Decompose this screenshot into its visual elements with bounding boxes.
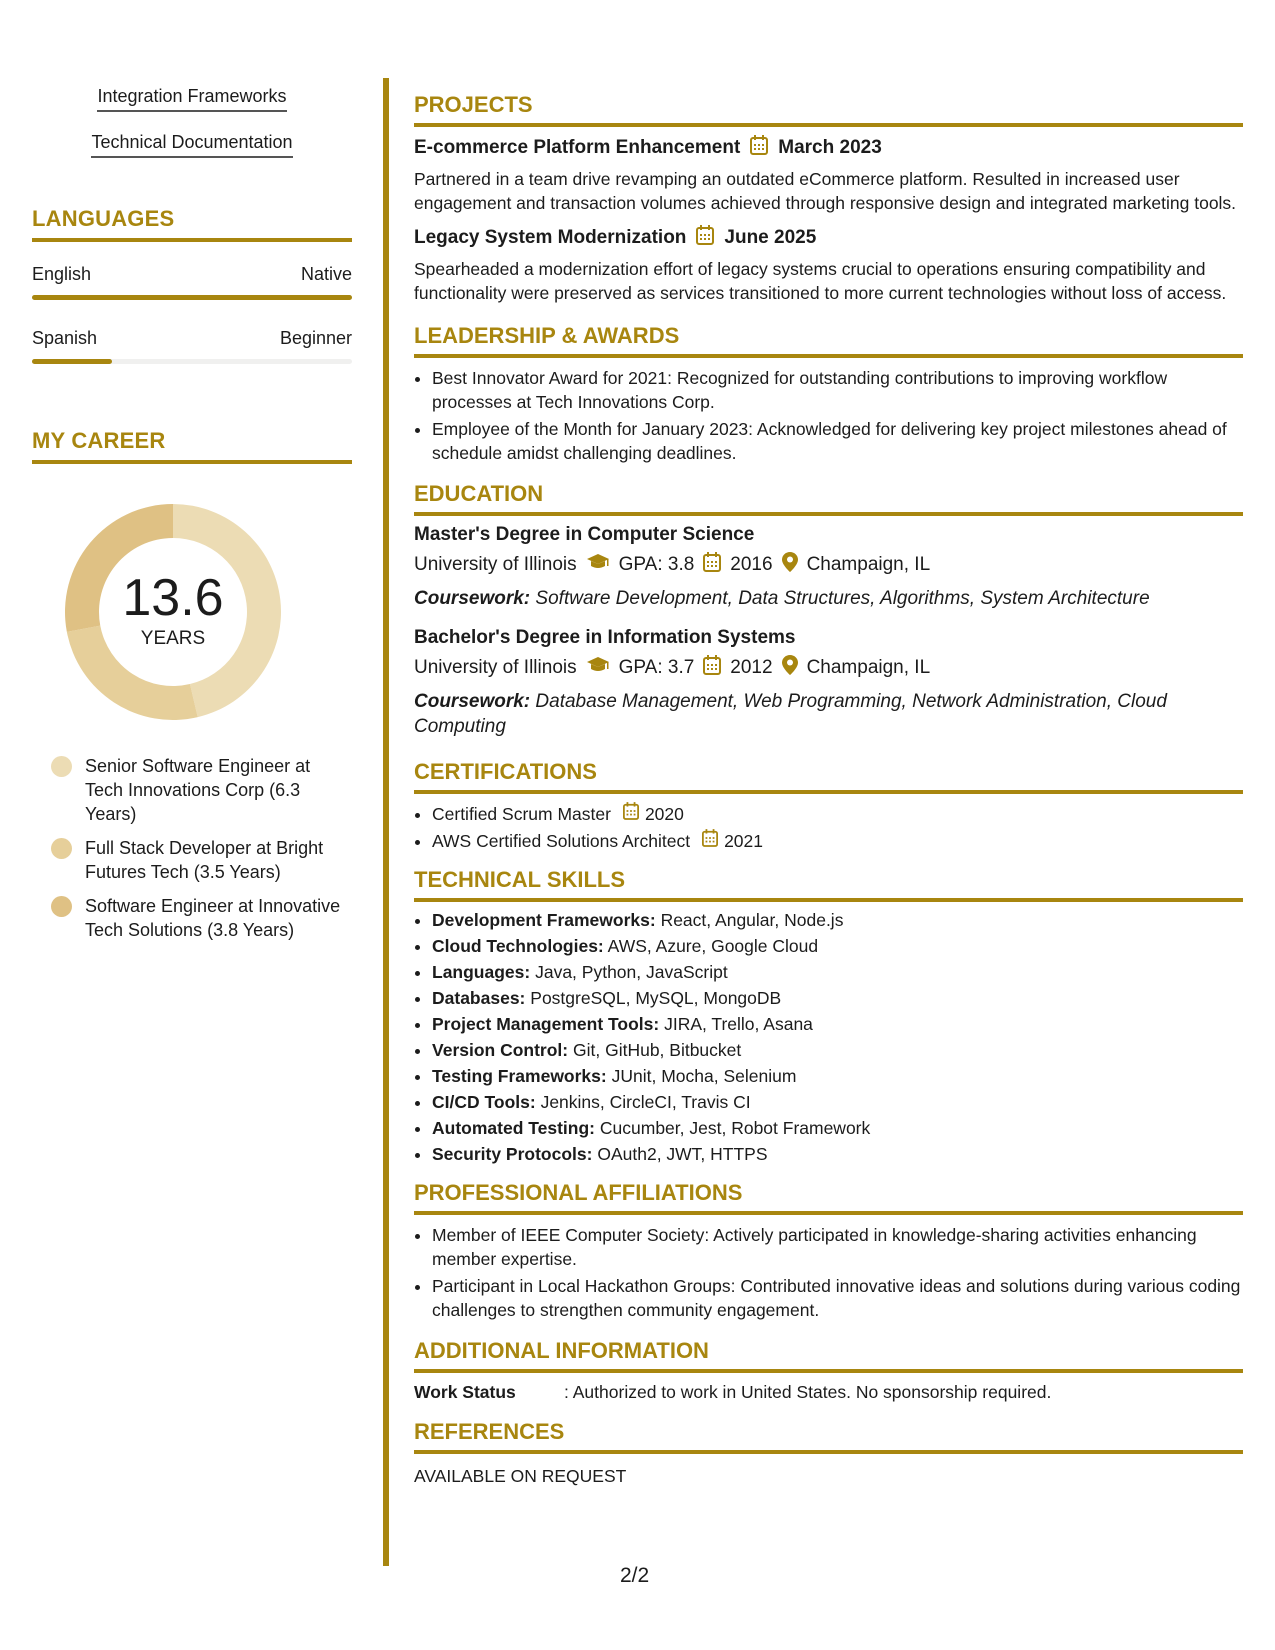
career-title: MY CAREER [32,428,352,464]
project-item [414,135,1243,215]
legend-dot [51,896,72,917]
project-date: June 2025 [724,227,817,248]
graduation-year: 2012 [730,657,773,678]
career-unit: YEARS [140,628,206,649]
skills-section [414,867,1243,1166]
language-name: English [32,264,92,284]
education-section [414,481,1243,739]
right-column [414,92,1243,1488]
languages-section [32,206,352,364]
references-section [414,1419,1243,1488]
skill-item [432,1038,1243,1062]
coursework [414,689,1243,739]
info-row [414,1382,1243,1403]
career-label: Full Stack Developer at Bright Futures Tech (3.5 Years) [85,838,324,882]
skill-category: Automated Testing: [432,1118,596,1138]
skill-item [432,1142,1243,1166]
certifications-section [414,759,1243,853]
affiliation-item: • Member of IEEE Computer Society: Actively participated in knowledge-sharing activities enhancing member expertise. [432,1223,1243,1271]
career-legend-item [51,754,352,826]
education-title: EDUCATION [414,481,1243,516]
gpa: GPA: 3.7 [618,657,695,678]
affiliations-title: PROFESSIONAL AFFILIATIONS [414,1180,1243,1215]
education-item [414,627,1243,739]
coursework-list: Software Development, Data Structures, Algorithms, System Architecture [535,588,1150,609]
info-value: : Authorized to work in United States. No sponsorship required. [564,1382,1052,1402]
graduation-cap-icon [586,656,610,680]
skill-values: JIRA, Trello, Asana [664,1014,813,1034]
calendar-icon [702,829,718,853]
leadership-title: LEADERSHIP & AWARDS [414,323,1243,358]
additional-title: ADDITIONAL INFORMATION [414,1338,1243,1373]
skill-category: Testing Frameworks: [432,1066,607,1086]
certification-name: • AWS Certified Solutions Architect [432,831,691,851]
career-label: Senior Software Engineer at Tech Innovations Corp (6.3 Years) [85,756,311,824]
projects-title: PROJECTS [414,92,1243,127]
language-level: Beginner [279,328,352,348]
legend-dot [51,838,72,859]
skill-category: Languages: [432,962,531,982]
references-title: REFERENCES [414,1419,1243,1454]
award-item: • Best Innovator Award for 2021: Recognized for outstanding contributions to improving workflow processes at Tech Innovations Corp. [432,366,1243,414]
skill-category: CI/CD Tools: [432,1092,536,1112]
skill-category: Security Protocols: [432,1144,593,1164]
career-legend-item [51,894,352,942]
certification-year: 2020 [644,804,684,824]
project-item [414,225,1243,305]
skill-values: Git, GitHub, Bitbucket [573,1040,742,1060]
calendar-icon [703,655,721,681]
project-date: March 2023 [778,137,882,158]
coursework-label: Coursework: [414,588,531,609]
skill-values: AWS, Azure, Google Cloud [607,936,819,956]
skill-item [432,986,1243,1010]
affiliations-section [414,1180,1243,1322]
skills-title: TECHNICAL SKILLS [414,867,1243,902]
language-item [32,264,352,300]
column-divider [383,78,389,1566]
education-item [414,524,1243,611]
calendar-icon [703,552,721,578]
project-description: Partnered in a team drive revamping an outdated eCommerce platform. Resulted in increased user engagement and transaction volumes achieved through responsive design and integrated marketing tools. [414,169,1237,213]
graduation-cap-icon [586,553,610,577]
skill-item [432,1064,1243,1088]
language-proficiency-bar [32,295,352,300]
location-pin-icon [782,552,798,578]
certification-year: 2021 [724,831,764,851]
language-proficiency-fill [32,359,112,364]
languages-title: LANGUAGES [32,206,352,242]
skill-category: Development Frameworks: [432,910,656,930]
skill-item [432,1012,1243,1036]
project-name: E-commerce Platform Enhancement [414,137,741,158]
page-number: 2/2 [620,1564,650,1587]
skill-values: OAuth2, JWT, HTTPS [597,1144,768,1164]
school-location: Champaign, IL [806,657,931,678]
language-level: Native [300,264,352,284]
skill-category: Project Management Tools: [432,1014,660,1034]
skill-values: Jenkins, CircleCI, Travis CI [540,1092,751,1112]
leadership-section [414,323,1243,465]
skill-values: PostgreSQL, MySQL, MongoDB [530,988,782,1008]
skill-item [432,1116,1243,1140]
skill-tags [32,86,352,158]
additional-section [414,1338,1243,1403]
skill-values: Cucumber, Jest, Robot Framework [599,1118,871,1138]
legend-dot [51,756,72,777]
school-name: University of Illinois [414,554,577,575]
coursework-list: Database Management, Web Programming, Network Administration, Cloud Computing [414,691,1167,737]
career-section [32,428,352,942]
skill-item [432,908,1243,932]
location-pin-icon [782,655,798,681]
skill-category: Cloud Technologies: [432,936,604,956]
skill-item [432,934,1243,958]
gpa: GPA: 3.8 [618,554,695,575]
school-name: University of Illinois [414,657,577,678]
language-item [32,328,352,364]
award-item: • Employee of the Month for January 2023: Acknowledged for delivering key project milestones ahead of schedule amidst challenging deadlines. [432,417,1243,465]
coursework [414,586,1243,611]
career-legend [32,754,352,942]
project-description: Spearheaded a modernization effort of legacy systems crucial to operations ensuring compatibility and functionality were preserved as services transitioned to more current technologies without loss of access. [414,259,1227,303]
skill-category: Databases: [432,988,526,1008]
projects-section [414,92,1243,305]
coursework-label: Coursework: [414,691,531,712]
skill-values: React, Angular, Node.js [660,910,844,930]
affiliation-item: • Participant in Local Hackathon Groups: Contributed innovative ideas and solutions during various coding challenges to strengthen community engagement. [432,1274,1243,1322]
certification-name: • Certified Scrum Master [432,804,611,824]
language-proficiency-bar [32,359,352,364]
skill-tag: Integration Frameworks [97,86,286,112]
career-donut [65,504,281,720]
certification-item [432,829,1243,853]
language-name: Spanish [32,328,98,348]
certification-item [432,802,1243,826]
degree-name: Bachelor's Degree in Information Systems [414,627,796,648]
project-name: Legacy System Modernization [414,227,687,248]
calendar-icon [750,135,768,161]
calendar-icon [696,225,714,251]
references-text: AVAILABLE ON REQUEST [414,1466,627,1486]
school-location: Champaign, IL [806,554,931,575]
career-legend-item [51,836,352,884]
skill-item [432,960,1243,984]
graduation-year: 2016 [730,554,773,575]
left-column [32,78,352,942]
skill-tag: Technical Documentation [91,132,292,158]
certifications-title: CERTIFICATIONS [414,759,1243,794]
language-proficiency-fill [32,295,352,300]
skill-values: JUnit, Mocha, Selenium [611,1066,797,1086]
info-key: Work Status [414,1382,516,1402]
calendar-icon [623,802,639,826]
skill-item [432,1090,1243,1114]
skill-category: Version Control: [432,1040,569,1060]
career-label: Software Engineer at Innovative Tech Solutions (3.8 Years) [85,896,341,940]
skill-values: Java, Python, JavaScript [535,962,728,982]
career-total: 13.6 [122,569,224,627]
degree-name: Master's Degree in Computer Science [414,524,755,545]
